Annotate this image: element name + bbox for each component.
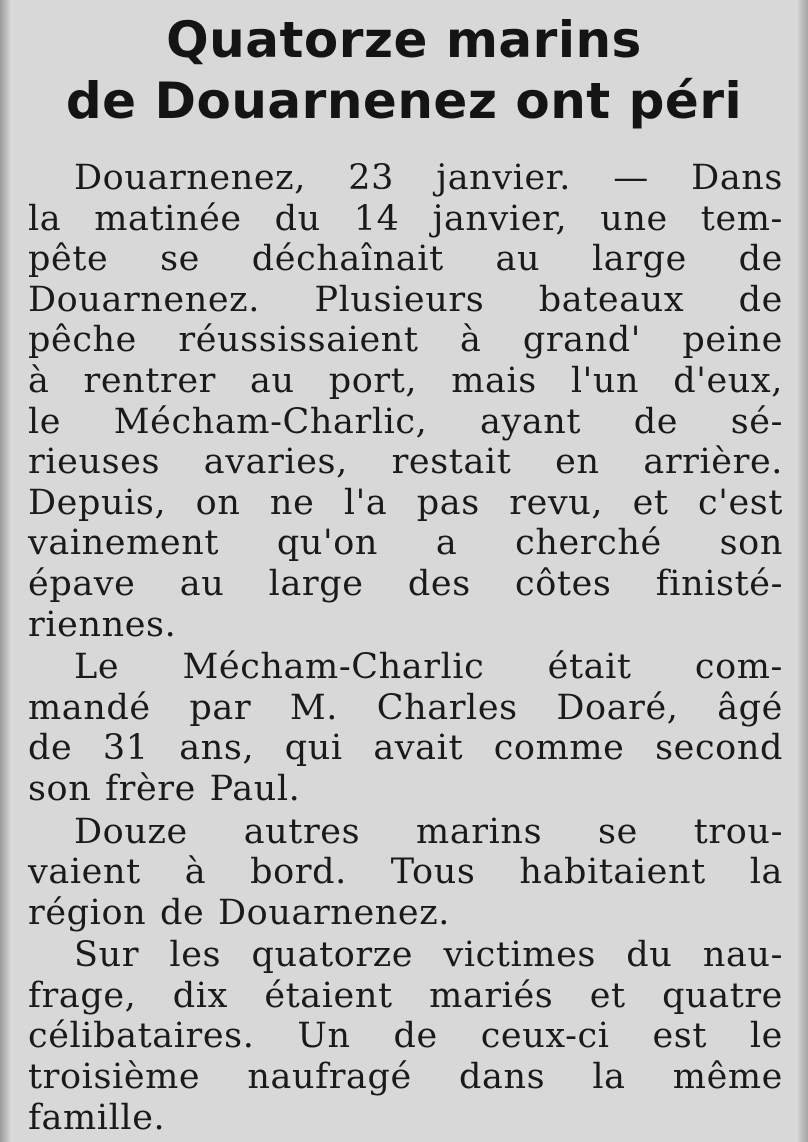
article-line: vainement qu'on a cherché son: [28, 523, 783, 564]
article-line: la matinée du 14 janvier, une tem-: [28, 198, 783, 239]
article-line: Depuis, on ne l'a pas revu, et c'est: [28, 482, 783, 523]
article-line: Sur les quatorze victimes du nau-: [74, 935, 783, 976]
paragraph-2: [28, 647, 783, 809]
article-line: son frère Paul.: [28, 768, 301, 809]
headline: [0, 0, 808, 132]
article-line: pêche réussissaient à grand' peine: [28, 320, 783, 361]
article-body: [28, 158, 783, 1138]
article-line: troisième naufragé dans la même: [28, 1057, 783, 1098]
scan-edge-right: [798, 0, 808, 1142]
article-line: riennes.: [28, 604, 177, 645]
article-line: le Mécham-Charlic, ayant de sé-: [28, 401, 783, 442]
article-line: rieuses avaries, restait en arrière.: [28, 442, 783, 483]
article-line: Douarnenez. Plusieurs bateaux de: [28, 279, 783, 320]
article-line: Douarnenez, 23 janvier. — Dans: [74, 158, 783, 198]
headline-line-1: Quatorze marins: [166, 11, 642, 69]
paragraph-1: [28, 158, 783, 645]
article-line: à rentrer au port, mais l'un d'eux,: [28, 360, 783, 401]
article-line: Douze autres marins se trou-: [74, 811, 783, 852]
article-line: vaient à bord. Tous habitaient la: [28, 852, 783, 893]
article-line: région de Douarnenez.: [28, 892, 450, 933]
paragraph-3: [28, 812, 783, 934]
paragraph-4: [28, 935, 783, 1138]
article-line: famille.: [28, 1097, 166, 1138]
article-line: pête se déchaînait au large de: [28, 239, 783, 280]
article-line: mandé par M. Charles Doaré, âgé: [28, 687, 783, 728]
article-line: de 31 ans, qui avait comme second: [28, 728, 783, 769]
scan-edge-left: [0, 0, 10, 1142]
article-line: Le Mécham-Charlic était com-: [74, 647, 783, 688]
headline-line-2: de Douarnenez ont péri: [65, 72, 743, 130]
article-line: épave au large des côtes finisté-: [28, 563, 783, 604]
article-line: frage, dix étaient mariés et quatre: [28, 975, 783, 1016]
article-line: célibataires. Un de ceux-ci est le: [28, 1016, 783, 1057]
